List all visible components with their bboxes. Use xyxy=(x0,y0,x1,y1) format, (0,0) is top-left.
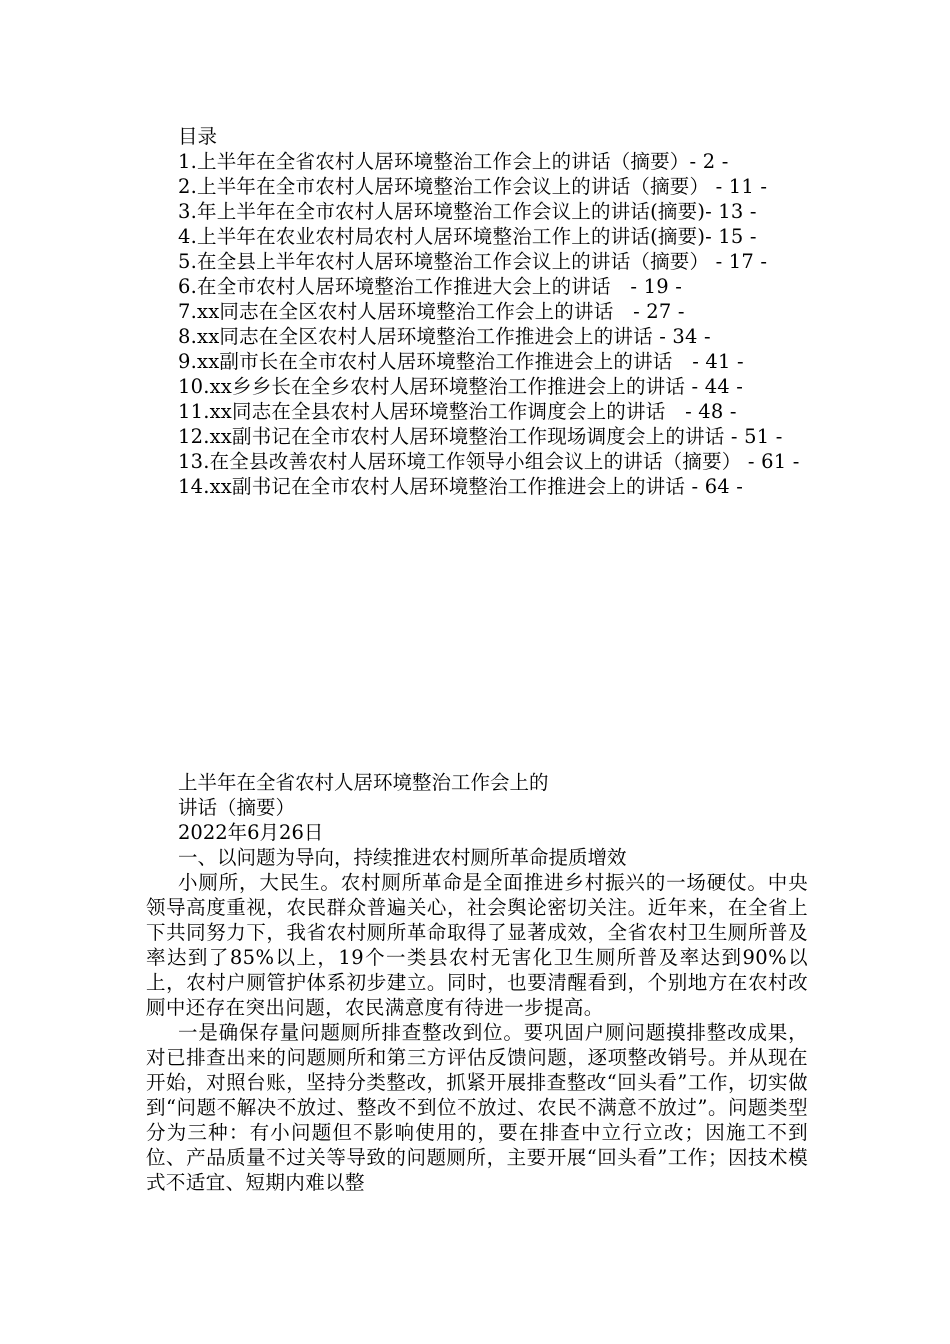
toc-item[interactable]: 4.上半年在农业农村局农村人居环境整治工作上的讲话(摘要)- 15 - xyxy=(178,225,757,248)
toc-item[interactable]: 3.年上半年在全市农村人居环境整治工作会议上的讲话(摘要)- 13 - xyxy=(178,200,757,223)
toc-item[interactable]: 12.xx副书记在全市农村人居环境整治工作现场调度会上的讲话 - 51 - xyxy=(178,425,783,448)
toc-item[interactable]: 9.xx副市长在全市农村人居环境整治工作推进会上的讲话 - 41 - xyxy=(178,350,744,373)
article-body xyxy=(146,770,808,1195)
toc-item[interactable]: 7.xx同志在全区农村人居环境整治工作会上的讲话 - 27 - xyxy=(178,300,685,323)
toc-item[interactable]: 8.xx同志在全区农村人居环境整治工作推进会上的讲话 - 34 - xyxy=(178,325,711,348)
toc-item[interactable]: 14.xx副书记在全市农村人居环境整治工作推进会上的讲话 - 64 - xyxy=(178,475,744,498)
article-date: 2022年6月26日 xyxy=(178,821,324,844)
paragraph: 小厕所，大民生。农村厕所革命是全面推进乡村振兴的一场硬仗。中央领导高度重视，农民群众普遍关心，社会舆论密切关注。近年来，在全省上下共同努力下，我省农村厕所革命取得了显著成效，全省农村卫生厕所普及率达到了85%以上，19个一类县农村无害化卫生厕所普及率达到90%以上，农村户厕管护体系初步建立。同时，也要清醒看到，个别地方在农村改厕中还存在突出问题，农民满意度有待进一步提高。 xyxy=(146,871,808,1019)
toc-item[interactable]: 6.在全市农村人居环境整治工作推进大会上的讲话 - 19 - xyxy=(178,275,682,298)
toc-item[interactable]: 2.上半年在全市农村人居环境整治工作会议上的讲话（摘要） - 11 - xyxy=(178,175,768,198)
toc-item[interactable]: 10.xx乡乡长在全乡农村人居环境整治工作推进会上的讲话 - 44 - xyxy=(178,375,744,398)
paragraph: 一是确保存量问题厕所排查整改到位。要巩固户厕问题摸排整改成果，对已排查出来的问题厕所和第三方评估反馈问题，逐项整改销号。并从现在开始，对照台账，坚持分类整改，抓紧开展排查整改“回头看”工作，切实做到“问题不解决不放过、整改不到位不放过、农民不满意不放过”。问题类型分为三种：有小问题但不影响使用的，要在排查中立行立改；因施工不到位、产品质量不过关等导致的问题厕所，主要开展“回头看”工作；因技术模式不适宜、短期内难以整 xyxy=(146,1021,808,1194)
section-heading: 一、以问题为导向，持续推进农村厕所革命提质增效 xyxy=(178,846,627,869)
toc-title: 目录 xyxy=(178,125,218,148)
toc-item[interactable]: 13.在全县改善农村人居环境工作领导小组会议上的讲话（摘要） - 61 - xyxy=(178,450,800,473)
article-title-line-1: 上半年在全省农村人居环境整治工作会上的 xyxy=(178,771,549,794)
toc-item[interactable]: 1.上半年在全省农村人居环境整治工作会上的讲话（摘要）- 2 - xyxy=(178,150,729,173)
toc-item[interactable]: 11.xx同志在全县农村人居环境整治工作调度会上的讲话 - 48 - xyxy=(178,400,737,423)
table-of-contents xyxy=(146,124,808,499)
article-title-line-2: 讲话（摘要） xyxy=(178,796,296,819)
toc-item[interactable]: 5.在全县上半年农村人居环境整治工作会议上的讲话（摘要） - 17 - xyxy=(178,250,768,273)
